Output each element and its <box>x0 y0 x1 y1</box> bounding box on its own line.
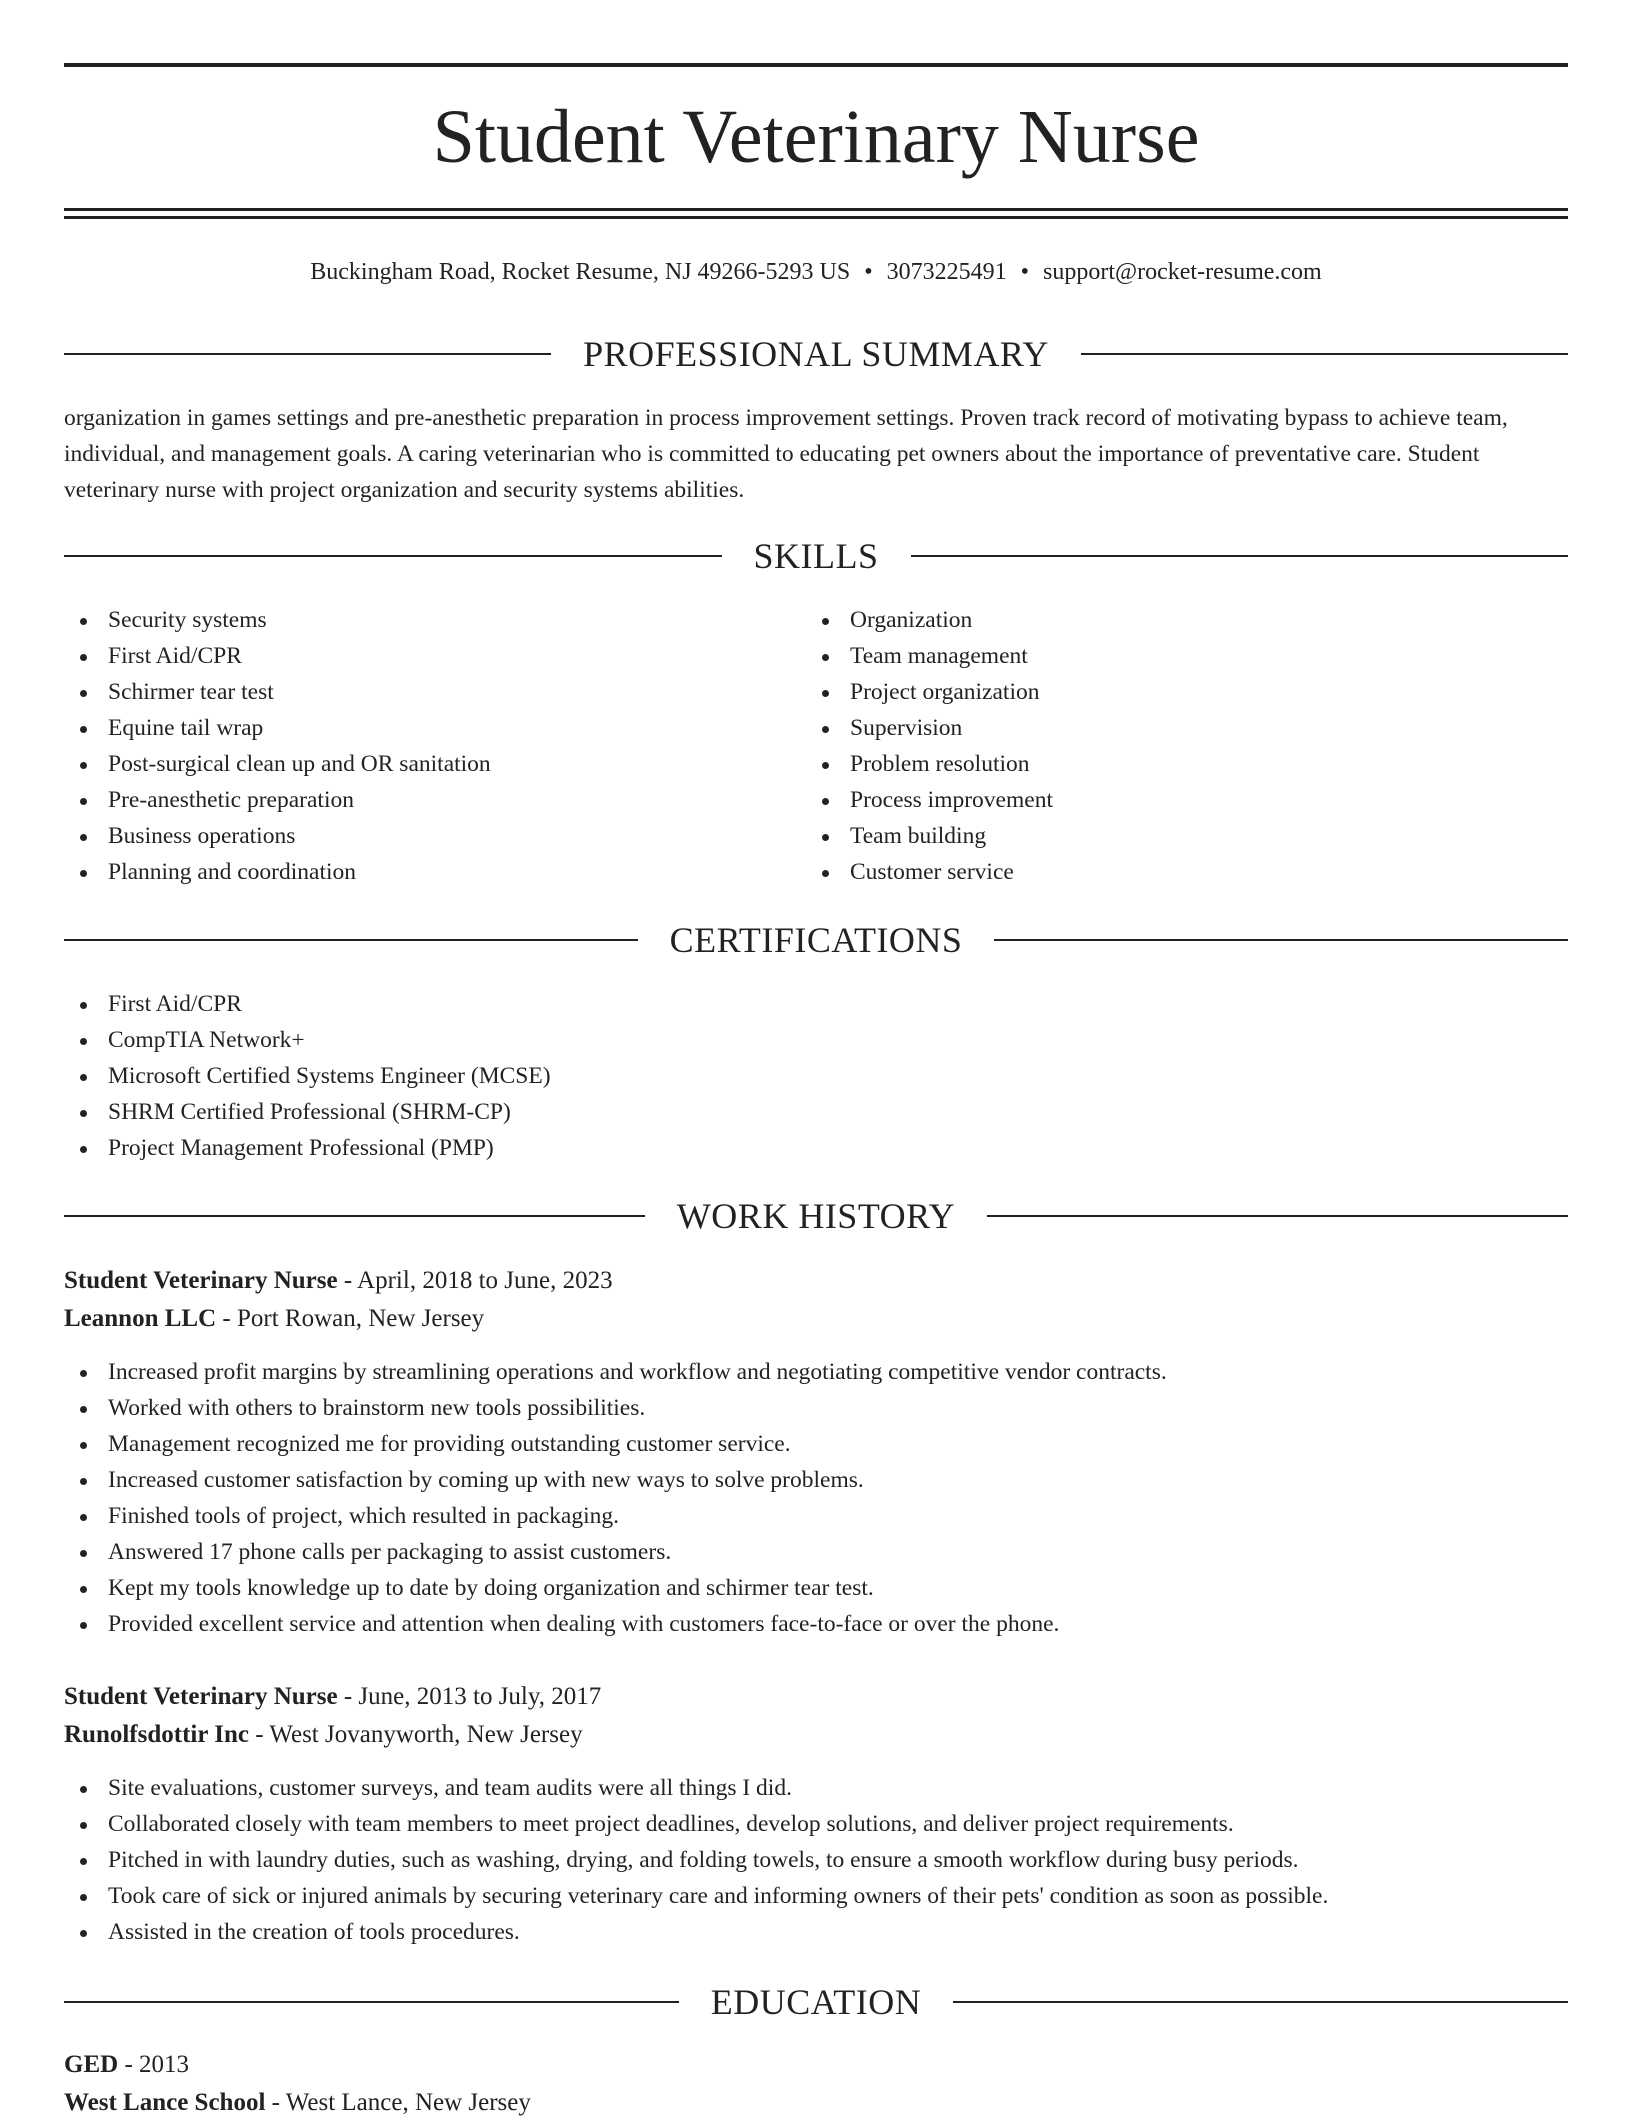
job-company-line <box>64 1300 613 1338</box>
skills-list-left <box>64 602 804 890</box>
section-rule <box>64 555 722 557</box>
skill-item: Supervision <box>806 710 1546 746</box>
section-title: PROFESSIONAL SUMMARY <box>583 334 1049 374</box>
job-bullet: Management recognized me for providing outstanding customer service. <box>64 1426 1568 1462</box>
job-company-line <box>64 1716 601 1754</box>
job-bullets <box>64 1770 1568 1950</box>
job-title-line <box>64 1262 613 1300</box>
job-bullet: Took care of sick or injured animals by securing veterinary care and informing owners of their pets' condition as soon as possible. <box>64 1878 1568 1914</box>
job-title-line <box>64 1678 601 1716</box>
section-header-skills <box>64 534 1568 578</box>
skill-item: Organization <box>806 602 1546 638</box>
summary-text: organization in games settings and pre-anesthetic preparation in process improvement settings. Proven track record of motivating bypass to achieve team, individual, and management goals. A caring veterinarian who is committed to educating pet owners about the importance of preventative care. Student veterinary nurse with project organization and security systems abilities. <box>64 405 1508 503</box>
skill-item: Equine tail wrap <box>64 710 804 746</box>
certification-item: CompTIA Network+ <box>64 1022 1568 1058</box>
job-bullet: Provided excellent service and attention when dealing with customers face-to-face or over the phone. <box>64 1606 1568 1642</box>
section-rule <box>987 1215 1568 1217</box>
job-bullet: Worked with others to brainstorm new tools possibilities. <box>64 1390 1568 1426</box>
section-header-work-history <box>64 1194 1568 1238</box>
job-bullet: Increased profit margins by streamlining operations and workflow and negotiating competitive vendor contracts. <box>64 1354 1568 1390</box>
section-rule <box>1081 353 1568 355</box>
section-rule <box>64 1215 645 1217</box>
job-dates: - April, 2018 to June, 2023 <box>337 1267 613 1294</box>
section-rule <box>64 939 638 941</box>
section-header-education <box>64 1980 1568 2024</box>
resume-title: Student Veterinary Nurse <box>432 95 1200 179</box>
job-bullets <box>64 1354 1568 1642</box>
job-bullet: Kept my tools knowledge up to date by doing organization and schirmer tear test. <box>64 1570 1568 1606</box>
job-dates: - June, 2013 to July, 2017 <box>337 1683 602 1710</box>
skill-item: First Aid/CPR <box>64 638 804 674</box>
section-title: CERTIFICATIONS <box>669 920 963 960</box>
certifications-list <box>64 986 1568 1166</box>
education-location: - West Lance, New Jersey <box>265 2089 531 2116</box>
job-title: Student Veterinary Nurse <box>64 1683 338 1710</box>
job-location: - Port Rowan, New Jersey <box>216 1305 485 1332</box>
section-rule <box>953 2001 1568 2003</box>
certification-item: Project Management Professional (PMP) <box>64 1130 1568 1166</box>
certification-item: Microsoft Certified Systems Engineer (MCSE) <box>64 1058 1568 1094</box>
section-title: WORK HISTORY <box>676 1196 956 1236</box>
contact-separator: • <box>1020 259 1030 285</box>
section-title: EDUCATION <box>710 1982 922 2022</box>
contact-address: Buckingham Road, Rocket Resume, NJ 49266-5293 US <box>310 259 851 285</box>
skill-item: Process improvement <box>806 782 1546 818</box>
skill-item: Schirmer tear test <box>64 674 804 710</box>
education-year: - 2013 <box>118 2051 190 2078</box>
section-title: SKILLS <box>753 536 879 576</box>
job-company: Runolfsdottir Inc <box>64 1721 249 1748</box>
job-entry-header <box>64 1262 613 1338</box>
skill-item: Security systems <box>64 602 804 638</box>
contact-phone: 3073225491 <box>886 259 1007 285</box>
job-bullet: Increased customer satisfaction by coming up with new ways to solve problems. <box>64 1462 1568 1498</box>
skill-item: Pre-anesthetic preparation <box>64 782 804 818</box>
section-rule <box>64 2001 679 2003</box>
job-bullet: Answered 17 phone calls per packaging to assist customers. <box>64 1534 1568 1570</box>
skills-list-right <box>806 602 1546 890</box>
skill-item: Planning and coordination <box>64 854 804 890</box>
job-bullet: Assisted in the creation of tools procedures. <box>64 1914 1568 1950</box>
header-bottom-rule-double <box>64 216 1568 219</box>
education-school: West Lance School <box>64 2089 266 2116</box>
header-top-rule <box>64 63 1568 67</box>
skill-item: Team management <box>806 638 1546 674</box>
section-rule <box>911 555 1569 557</box>
contact-separator: • <box>864 259 873 285</box>
job-location: - West Jovanyworth, New Jersey <box>249 1721 583 1748</box>
skill-item: Business operations <box>64 818 804 854</box>
header-bottom-rule <box>64 208 1568 211</box>
skill-item: Post-surgical clean up and OR sanitation <box>64 746 804 782</box>
job-bullet: Finished tools of project, which resulted in packaging. <box>64 1498 1568 1534</box>
skill-item: Team building <box>806 818 1546 854</box>
job-company: Leannon LLC <box>64 1305 217 1332</box>
certification-item: SHRM Certified Professional (SHRM-CP) <box>64 1094 1568 1130</box>
contact-line <box>64 254 1568 290</box>
section-header-summary <box>64 332 1568 376</box>
education-entry <box>64 2046 531 2122</box>
education-school-line <box>64 2084 531 2122</box>
job-entry-header <box>64 1678 601 1754</box>
job-bullet: Site evaluations, customer surveys, and team audits were all things I did. <box>64 1770 1568 1806</box>
skill-item: Project organization <box>806 674 1546 710</box>
education-degree-line <box>64 2046 531 2084</box>
contact-email: support@rocket-resume.com <box>1043 259 1322 285</box>
certification-item: First Aid/CPR <box>64 986 1568 1022</box>
job-bullet: Collaborated closely with team members to meet project deadlines, develop solutions, and deliver project requirements. <box>64 1806 1568 1842</box>
job-title: Student Veterinary Nurse <box>64 1267 338 1294</box>
education-degree: GED <box>64 2051 119 2078</box>
section-header-certifications <box>64 918 1568 962</box>
job-bullet: Pitched in with laundry duties, such as washing, drying, and folding towels, to ensure a smooth workflow during busy periods. <box>64 1842 1568 1878</box>
skill-item: Problem resolution <box>806 746 1546 782</box>
section-rule <box>64 353 551 355</box>
section-rule <box>994 939 1568 941</box>
skill-item: Customer service <box>806 854 1546 890</box>
